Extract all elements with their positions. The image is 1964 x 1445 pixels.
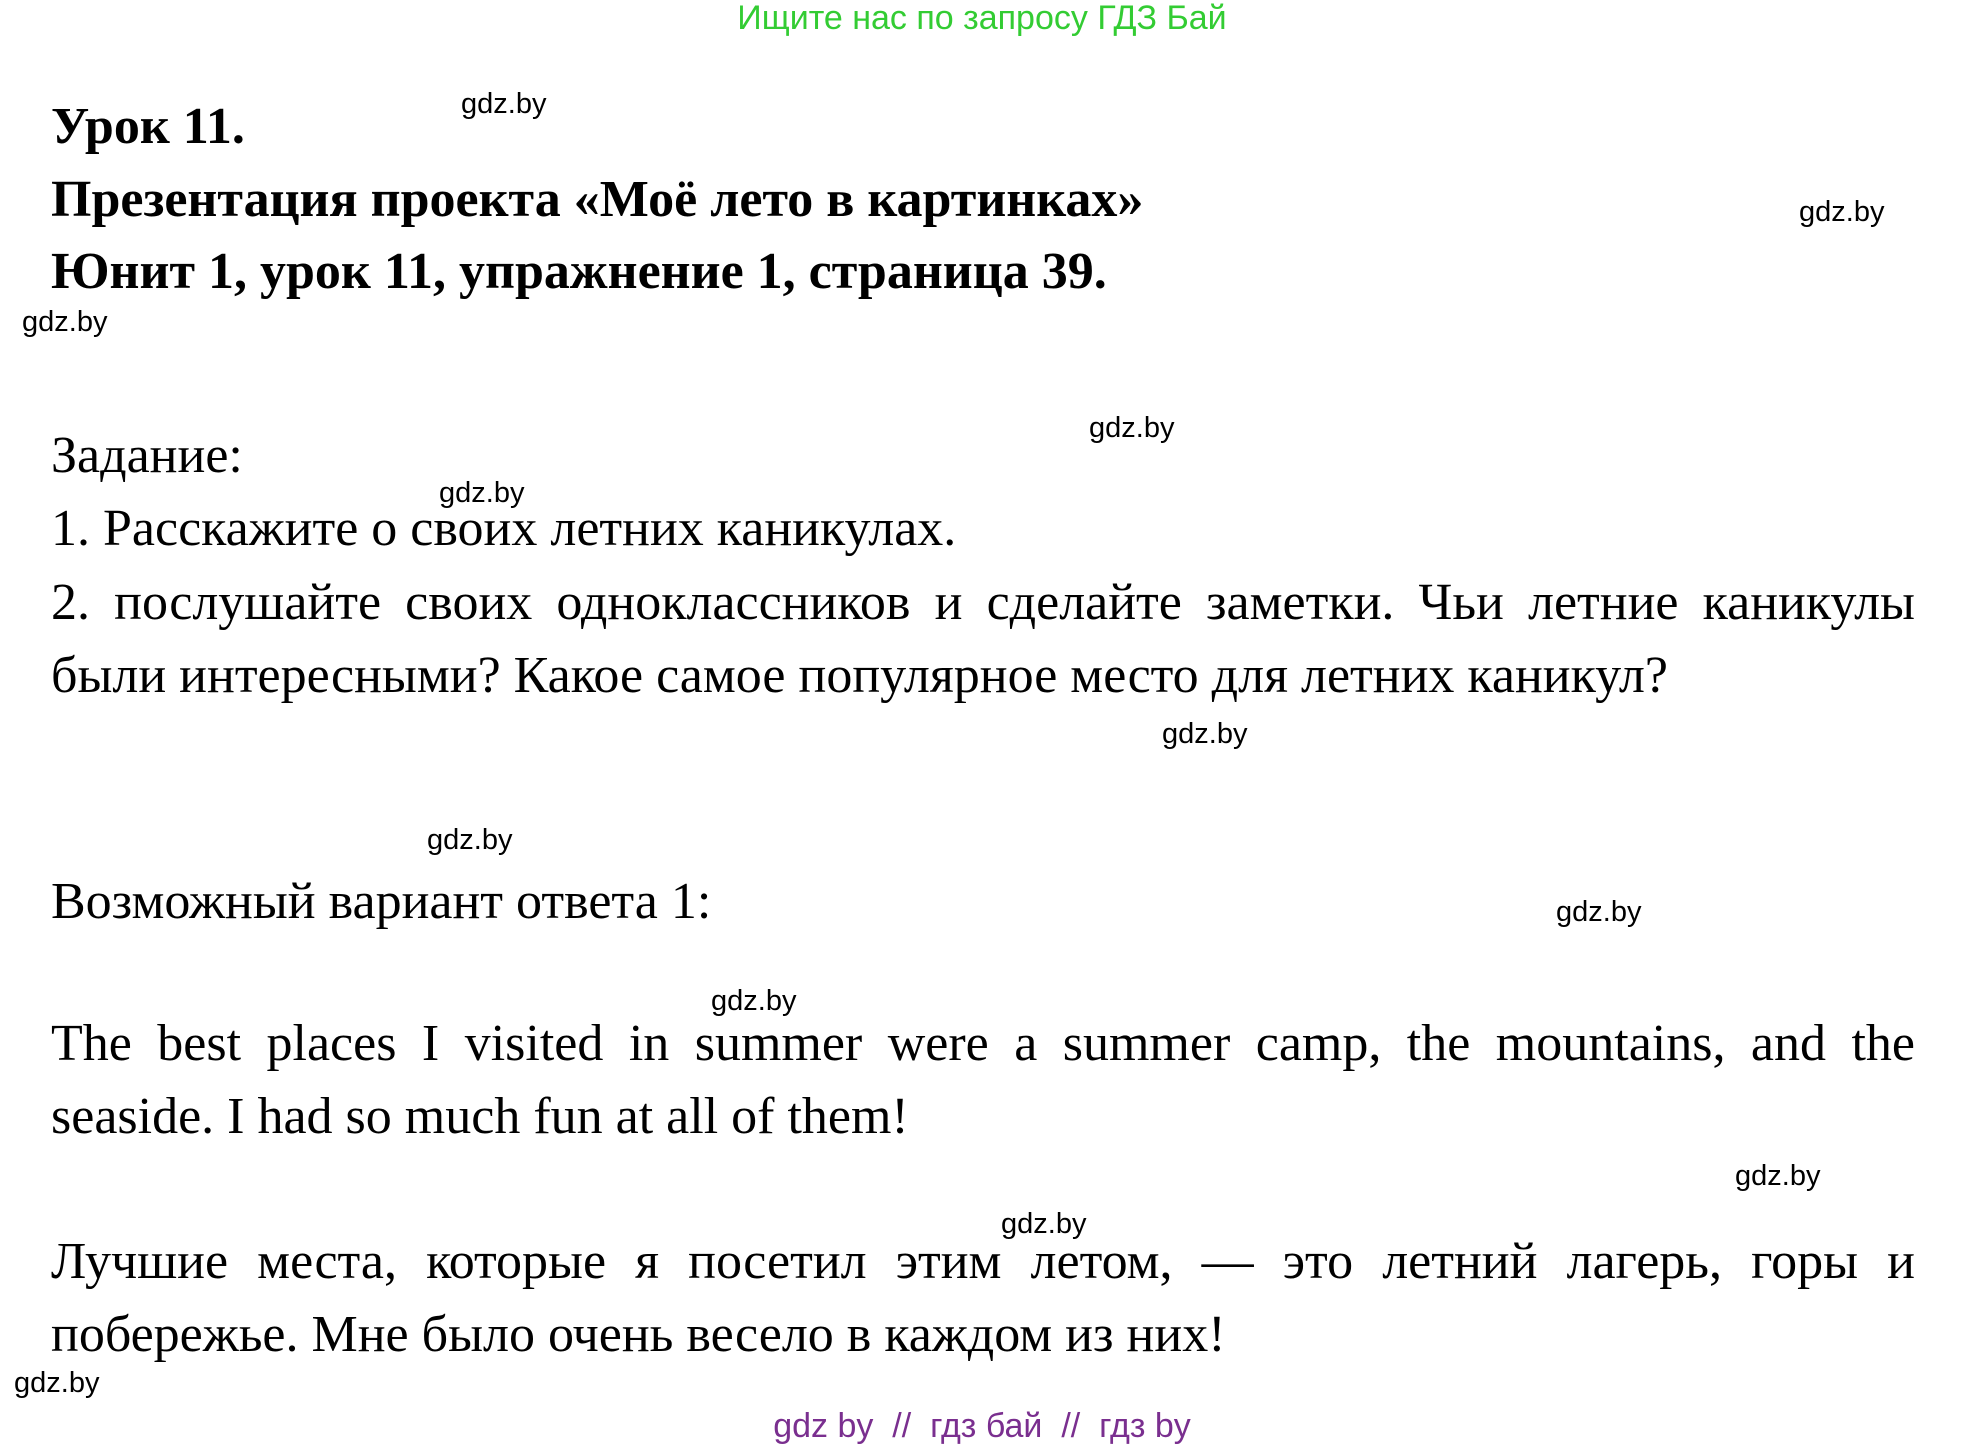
watermark: gdz.by <box>14 1367 100 1399</box>
answer-label: Возможный вариант ответа 1: <box>51 873 712 930</box>
watermark: gdz.by <box>711 985 797 1017</box>
watermark: gdz.by <box>461 88 547 120</box>
exercise-reference: Юнит 1, урок 11, упражнение 1, страница 39. <box>51 243 1107 300</box>
watermark: gdz.by <box>439 477 525 509</box>
task-item-1: 1. Расскажите о своих летних каникулах. <box>51 500 957 557</box>
watermark: gdz.by <box>1089 412 1175 444</box>
watermark: gdz.by <box>1556 896 1642 928</box>
watermark: gdz.by <box>1162 718 1248 750</box>
watermark: gdz.by <box>1799 196 1885 228</box>
watermark: gdz.by <box>427 824 513 856</box>
footer-links: gdz by // гдз бай // гдз by <box>773 1407 1191 1445</box>
watermark: gdz.by <box>1001 1208 1087 1240</box>
watermark: gdz.by <box>22 306 108 338</box>
answer-russian: Лучшие места, которые я посетил этим летом, — это летний лагерь, горы и побережье. Мне было очень весело в каждом из них! <box>51 1233 1915 1363</box>
task-item-2: 2. послушайте своих одноклассников и сделайте заметки. Чьи летние каникулы были интересными? Какое самое популярное место для летних каникул? <box>51 574 1915 704</box>
answer-english: The best places I visited in summer were a summer camp, the mountains, and the seaside. I had so much fun at all of them! <box>51 1015 1915 1145</box>
task-label: Задание: <box>51 427 243 484</box>
top-banner: Ищите нас по запросу ГДЗ Бай <box>737 0 1227 37</box>
watermark: gdz.by <box>1735 1160 1821 1192</box>
lesson-title: Презентация проекта «Моё лето в картинках» <box>51 171 1144 228</box>
lesson-number: Урок 11. <box>51 98 245 155</box>
